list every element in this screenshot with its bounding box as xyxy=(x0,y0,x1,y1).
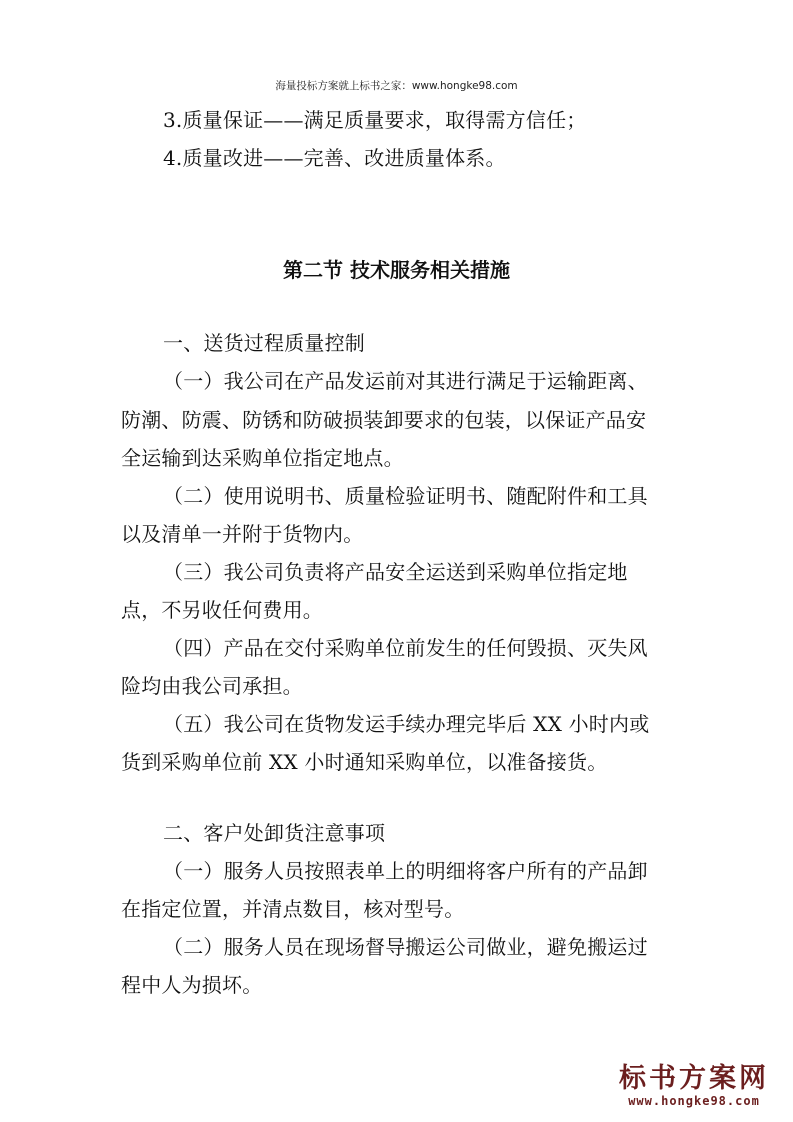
paragraph-line: 全运输到达采购单位指定地点。 xyxy=(121,446,404,470)
paragraph-line: （三）我公司负责将产品安全运送到采购单位指定地 xyxy=(163,560,628,584)
list-item: 4.质量改进——完善、改进质量体系。 xyxy=(163,146,506,170)
paragraph-line: （二）使用说明书、质量检验证明书、随配附件和工具 xyxy=(163,484,648,508)
paragraph-line: 险均由我公司承担。 xyxy=(121,674,303,698)
paragraph-line: 以及清单一并附于货物内。 xyxy=(121,522,364,546)
paragraph-line: （五）我公司在货物发运手续办理完毕后 XX 小时内或 xyxy=(163,712,650,736)
part2-heading: 二、客户处卸货注意事项 xyxy=(163,821,386,845)
paragraph-line: （一）我公司在产品发运前对其进行满足于运输距离、 xyxy=(163,369,648,393)
section-title: 第二节 技术服务相关措施 xyxy=(283,258,510,282)
list-item: 3.质量保证——满足质量要求，取得需方信任； xyxy=(163,108,587,132)
paragraph-line: （四）产品在交付采购单位前发生的任何毁损、灭失风 xyxy=(163,636,648,660)
page-header-note: 海量投标方案就上标书之家：www.hongke98.com xyxy=(275,80,518,92)
paragraph-line: （一）服务人员按照表单上的明细将客户所有的产品卸 xyxy=(163,859,648,883)
paragraph-line: 程中人为损坏。 xyxy=(121,973,263,997)
watermark-name: 标书方案网 xyxy=(619,1063,769,1094)
watermark-logo xyxy=(609,1064,779,1108)
paragraph-line: 点，不另收任何费用。 xyxy=(121,598,323,622)
paragraph-line: 防潮、防震、防锈和防破损装卸要求的包装，以保证产品安 xyxy=(121,408,647,432)
part1-heading: 一、送货过程质量控制 xyxy=(163,331,365,355)
paragraph-line: 货到采购单位前 XX 小时通知采购单位，以准备接货。 xyxy=(121,750,608,774)
paragraph-line: （二）服务人员在现场督导搬运公司做业，避免搬运过 xyxy=(163,935,648,959)
paragraph-line: 在指定位置，并清点数目，核对型号。 xyxy=(121,897,465,921)
watermark-url: www.hongke98.com xyxy=(628,1094,760,1108)
